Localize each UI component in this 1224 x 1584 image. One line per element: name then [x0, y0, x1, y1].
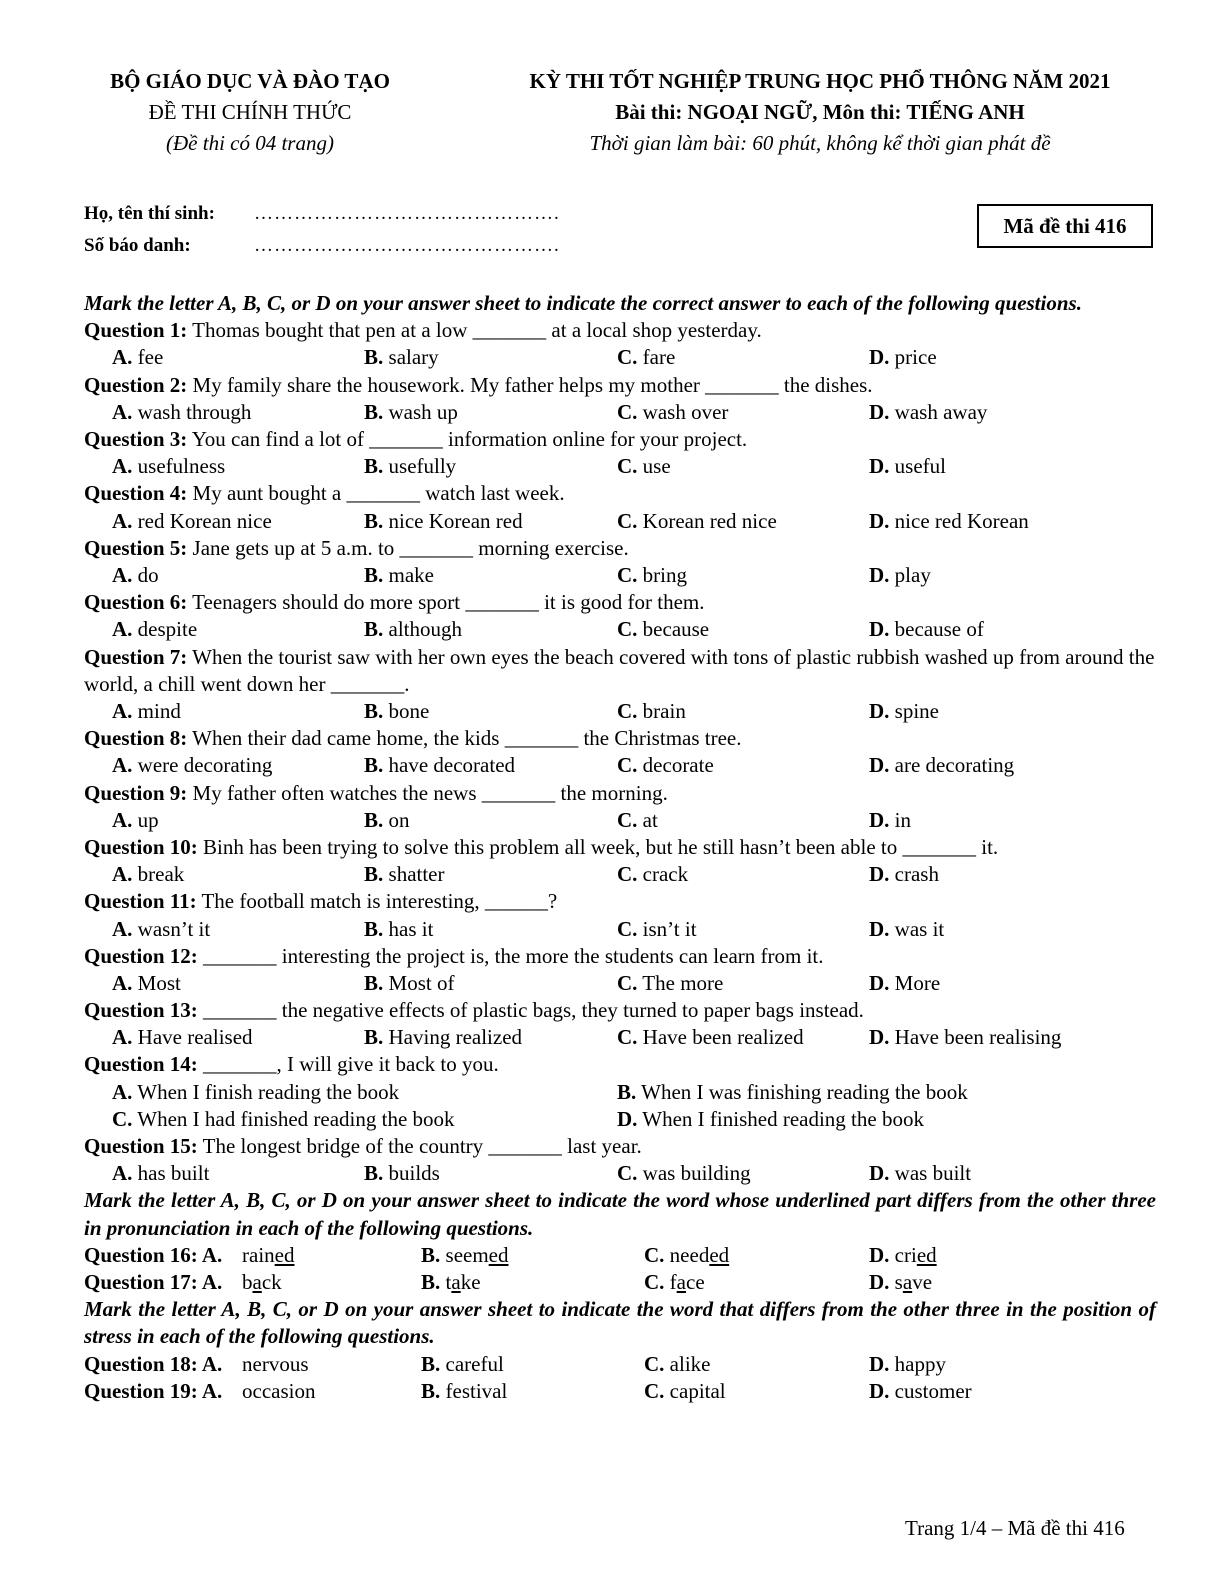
- option-d: D. happy: [869, 1351, 946, 1376]
- options-row: [84, 1160, 1156, 1187]
- question-text: Thomas bought that pen at a low _______ at a local shop yesterday.: [187, 318, 762, 343]
- option-b: B. bone: [364, 698, 430, 723]
- option-d: D. price: [869, 345, 937, 370]
- option-d: D. spine: [869, 698, 939, 723]
- option-a: A. break: [112, 862, 185, 887]
- option-c: C. needed: [644, 1242, 730, 1267]
- question-list: [84, 317, 1156, 1051]
- question-text: You can find a lot of _______ information online for your project.: [187, 426, 748, 451]
- option-c: C. The more: [617, 970, 724, 995]
- question-label: Question 2:: [84, 372, 188, 397]
- option-d: D. in: [869, 807, 912, 832]
- option-d: D. was it: [869, 916, 945, 941]
- question-label: Question 3:: [84, 426, 188, 451]
- option-d: D. are decorating: [869, 753, 1015, 778]
- exam-body: [84, 290, 1156, 1405]
- option-a: A. up: [112, 807, 159, 832]
- candidate-name-dots: ……………………………………….: [254, 203, 560, 224]
- option-c: C. at: [617, 807, 658, 832]
- option-a-word: back: [242, 1270, 282, 1295]
- question-13: [84, 997, 1156, 1024]
- question-label: Question 17: A.: [84, 1270, 223, 1295]
- option-b: B. builds: [364, 1161, 440, 1186]
- question-text: The football match is interesting, ______?: [196, 889, 558, 914]
- options-row: [84, 807, 1156, 834]
- pages-note: (Đề thi có 04 trang): [166, 131, 334, 155]
- question-10: [84, 834, 1156, 861]
- question-text: _______, I will give it back to you.: [197, 1052, 499, 1077]
- option-b: B. salary: [364, 345, 439, 370]
- candidate-id-label: Số báo danh:: [84, 235, 191, 256]
- option-a: A. When I finish reading the book: [112, 1079, 400, 1104]
- option-d: D. wash away: [869, 399, 988, 424]
- question-text: When their dad came home, the kids _______ the Christmas tree.: [187, 726, 742, 751]
- question-text: When the tourist saw with her own eyes the beach covered with tons of plastic rubbish washed up from around the world, a chill went down her _______.: [84, 644, 1155, 696]
- option-b: B. although: [364, 617, 463, 642]
- question-3: [84, 426, 1156, 453]
- question-label: Question 14:: [84, 1052, 198, 1077]
- question-text: The longest bridge of the country _______ last year.: [197, 1134, 642, 1159]
- question-1: [84, 317, 1156, 344]
- option-d: D. cried: [869, 1242, 937, 1267]
- option-d: D. nice red Korean: [869, 508, 1029, 533]
- option-d: D. More: [869, 970, 941, 995]
- option-a-word: occasion: [242, 1378, 316, 1403]
- header-left: [60, 66, 440, 159]
- option-c: C. alike: [644, 1351, 711, 1376]
- question-label: Question 15:: [84, 1134, 198, 1159]
- option-c: C. capital: [644, 1378, 726, 1403]
- option-c: C. because: [617, 617, 710, 642]
- option-b: B. usefully: [364, 454, 457, 479]
- question-text: My aunt bought a _______ watch last week.: [187, 481, 565, 506]
- option-b: B. When I was finishing reading the book: [617, 1079, 968, 1104]
- option-b: B. has it: [364, 916, 434, 941]
- option-b: B. have decorated: [364, 753, 516, 778]
- options-row: [84, 1079, 1156, 1106]
- option-d: D. save: [869, 1270, 933, 1295]
- question-9: [84, 780, 1156, 807]
- option-c: C. fare: [617, 345, 676, 370]
- option-b: B. Most of: [364, 970, 455, 995]
- question-text: Jane gets up at 5 a.m. to _______ morning exercise.: [187, 535, 629, 560]
- options-row: [84, 1024, 1156, 1051]
- option-d: D. When I finished reading the book: [617, 1106, 924, 1131]
- option-a: A. wash through: [112, 399, 252, 424]
- question-label: Question 8:: [84, 726, 188, 751]
- option-b: B. careful: [421, 1351, 504, 1376]
- options-row: [84, 399, 1156, 426]
- official-label: ĐỀ THI CHÍNH THỨC: [148, 100, 352, 124]
- option-b: B. nice Korean red: [364, 508, 523, 533]
- option-c: C. isn’t it: [617, 916, 697, 941]
- option-a: A. has built: [112, 1161, 210, 1186]
- option-a-word: nervous: [242, 1351, 309, 1376]
- question-text: My family share the housework. My father helps my mother _______ the dishes.: [187, 372, 873, 397]
- question-2: [84, 372, 1156, 399]
- question-label: Question 16: A.: [84, 1242, 223, 1267]
- option-d: D. crash: [869, 862, 939, 887]
- option-b: B. Having realized: [364, 1025, 523, 1050]
- options-row: [84, 698, 1156, 725]
- section2-instruction: Mark the letter A, B, C, or D on your answer sheet to indicate the word whose underlined part differs from the other three in pronunciation in each of the following questions.: [84, 1188, 1156, 1240]
- question-5: [84, 535, 1156, 562]
- question-label: Question 4:: [84, 481, 188, 506]
- option-c: C. When I had finished reading the book: [112, 1106, 455, 1131]
- option-b: B. festival: [421, 1378, 508, 1403]
- option-c: C. decorate: [617, 753, 714, 778]
- question-16: [84, 1242, 1156, 1269]
- question-text: My father often watches the news _______ the morning.: [187, 780, 668, 805]
- question-15: [84, 1133, 1156, 1160]
- header-right: [470, 66, 1170, 159]
- question-text: _______ the negative effects of plastic bags, they turned to paper bags instead.: [197, 998, 864, 1023]
- section3-instruction: Mark the letter A, B, C, or D on your answer sheet to indicate the word that differs from the other three in the position of stress in each of the following questions.: [84, 1297, 1156, 1349]
- question-text: Binh has been trying to solve this problem all week, but he still hasn’t been able to _______ it.: [197, 834, 999, 859]
- option-d: D. Have been realising: [869, 1025, 1062, 1050]
- options-row: [84, 861, 1156, 888]
- options-row: [84, 1106, 1156, 1133]
- subject-line: Bài thi: NGOẠI NGỮ, Môn thi: TIẾNG ANH: [615, 100, 1025, 124]
- option-a: A. Most: [112, 970, 181, 995]
- option-c: C. brain: [617, 698, 686, 723]
- option-c: C. face: [644, 1270, 705, 1295]
- question-label: Question 9:: [84, 780, 188, 805]
- question-label: Question 6:: [84, 590, 188, 615]
- option-b: B. shatter: [364, 862, 445, 887]
- option-b: B. wash up: [364, 399, 458, 424]
- option-c: C. Korean red nice: [617, 508, 777, 533]
- option-a: A. wasn’t it: [112, 916, 211, 941]
- exam-code-box: Mã đề thi 416: [977, 204, 1153, 248]
- option-d: D. customer: [869, 1378, 972, 1403]
- option-c: C. crack: [617, 862, 689, 887]
- question-12: [84, 943, 1156, 970]
- option-c: C. Have been realized: [617, 1025, 804, 1050]
- option-d: D. because of: [869, 617, 984, 642]
- ministry-name: BỘ GIÁO DỤC VÀ ĐÀO TẠO: [110, 69, 390, 93]
- question-11: [84, 888, 1156, 915]
- question-17: [84, 1269, 1156, 1296]
- question-label: Question 5:: [84, 535, 188, 560]
- question-7: [84, 644, 1156, 698]
- question-8: [84, 725, 1156, 752]
- question-label: Question 19: A.: [84, 1378, 223, 1403]
- question-label: Question 1:: [84, 318, 188, 343]
- options-row: [84, 453, 1156, 480]
- question-text: Teenagers should do more sport _______ it is good for them.: [187, 590, 705, 615]
- page-footer: Trang 1/4 – Mã đề thi 416: [905, 1516, 1125, 1540]
- option-a: A. do: [112, 562, 159, 587]
- option-b: B. make: [364, 562, 434, 587]
- options-row: [84, 916, 1156, 943]
- candidate-name-label: Họ, tên thí sinh:: [84, 203, 215, 224]
- option-c: C. was building: [617, 1161, 751, 1186]
- option-b: B. take: [421, 1270, 481, 1295]
- option-a: A. were decorating: [112, 753, 273, 778]
- option-a: A. mind: [112, 698, 181, 723]
- question-label: Question 12:: [84, 943, 198, 968]
- question-4: [84, 480, 1156, 507]
- options-row: [84, 508, 1156, 535]
- option-a: A. despite: [112, 617, 198, 642]
- option-a: A. Have realised: [112, 1025, 253, 1050]
- question-6: [84, 589, 1156, 616]
- section1-instruction: Mark the letter A, B, C, or D on your answer sheet to indicate the correct answer to each of the following questions.: [84, 291, 1082, 315]
- question-18: [84, 1351, 1156, 1378]
- option-d: D. play: [869, 562, 931, 587]
- option-a: A. usefulness: [112, 454, 226, 479]
- question-label: Question 10:: [84, 834, 198, 859]
- option-c: C. wash over: [617, 399, 729, 424]
- exam-title: KỲ THI TỐT NGHIỆP TRUNG HỌC PHỔ THÔNG NĂM 2021: [529, 69, 1111, 93]
- options-row: [84, 344, 1156, 371]
- option-a: A. fee: [112, 345, 164, 370]
- question-label: Question 18: A.: [84, 1351, 223, 1376]
- question-19: [84, 1378, 1156, 1405]
- option-a: A. red Korean nice: [112, 508, 272, 533]
- options-row: [84, 752, 1156, 779]
- question-label: Question 11:: [84, 889, 197, 914]
- option-b: B. on: [364, 807, 410, 832]
- question-text: _______ interesting the project is, the more the students can learn from it.: [197, 943, 824, 968]
- option-c: C. use: [617, 454, 671, 479]
- options-row: [84, 562, 1156, 589]
- option-a-word: rained: [242, 1242, 295, 1267]
- option-d: D. useful: [869, 454, 946, 479]
- question-label: Question 13:: [84, 998, 198, 1023]
- question-label: Question 7:: [84, 644, 188, 669]
- time-note: Thời gian làm bài: 60 phút, không kể thời gian phát đề: [589, 131, 1051, 155]
- option-c: C. bring: [617, 562, 687, 587]
- candidate-id-dots: ……………………………………….: [254, 235, 560, 256]
- options-row: [84, 970, 1156, 997]
- question-14: [84, 1051, 1156, 1078]
- option-b: B. seemed: [421, 1242, 509, 1267]
- options-row: [84, 616, 1156, 643]
- option-d: D. was built: [869, 1161, 972, 1186]
